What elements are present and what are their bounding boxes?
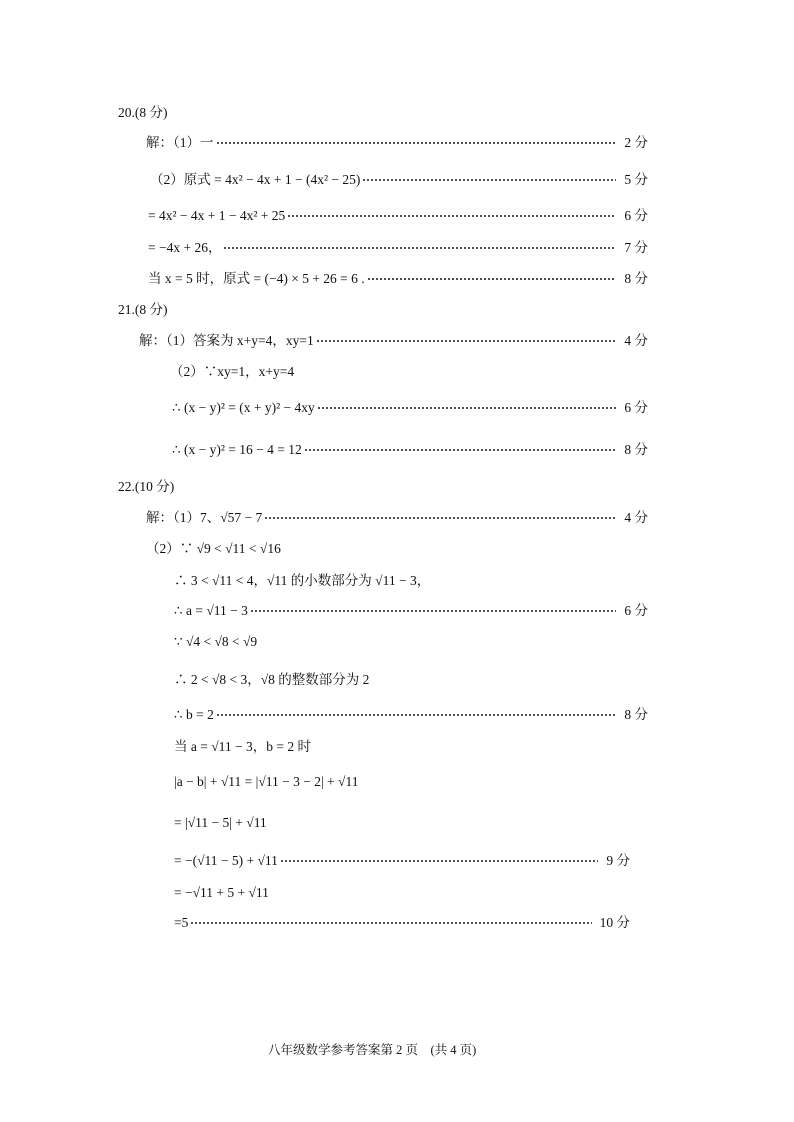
leader-dots xyxy=(216,142,617,144)
answer-text: = −4x + 26， xyxy=(148,240,222,255)
answer-text: 解：（1）答案为 x+y=4，xy=1 xyxy=(139,333,314,348)
answer-text: 解：（1）一 xyxy=(146,135,214,150)
q22-line-1 xyxy=(146,509,648,527)
answer-text: ∴ (x − y)² = (x + y)² − 4xy xyxy=(172,400,315,415)
q22-line-8: 当 a = √11 − 3，b = 2 时 xyxy=(174,739,311,754)
points-label: 6 分 xyxy=(624,400,648,415)
q22-line-5: ∵ √4 < √8 < √9 xyxy=(174,634,258,649)
points-label: 4 分 xyxy=(624,510,648,525)
points-label: 8 分 xyxy=(624,442,648,457)
q22-line-2: （2）∵ √9 < √11 < √16 xyxy=(146,541,281,556)
leader-dots xyxy=(223,247,616,249)
leader-dots xyxy=(190,922,591,924)
points-label: 8 分 xyxy=(624,707,648,722)
leader-dots xyxy=(287,215,616,217)
leader-dots xyxy=(304,449,617,451)
q20-line-5 xyxy=(148,270,648,288)
answer-text: ∴ b = 2 xyxy=(174,707,214,722)
points-label: 2 分 xyxy=(624,135,648,150)
q22-header: 22.(10 分) xyxy=(118,479,175,494)
leader-dots xyxy=(264,517,616,519)
answer-text: ∴ a = √11 − 3 xyxy=(174,603,248,618)
leader-dots xyxy=(280,860,598,862)
q21-header: 21.(8 分) xyxy=(118,302,168,317)
points-label: 7 分 xyxy=(624,240,648,255)
leader-dots xyxy=(362,179,616,181)
q22-line-6: ∴ 2 < √8 < 3，√8 的整数部分为 2 xyxy=(174,672,370,687)
points-label: 10 分 xyxy=(599,915,630,930)
points-label: 9 分 xyxy=(606,853,630,868)
leader-dots xyxy=(216,714,617,716)
answer-text: （2）原式 = 4x² − 4x + 1 − (4x² − 25) xyxy=(150,172,361,187)
q22-line-3: ∴ 3 < √11 < 4，√11 的小数部分为 √11 − 3， xyxy=(174,573,431,588)
leader-dots xyxy=(316,340,617,342)
q21-line-2: （2）∵xy=1，x+y=4 xyxy=(170,364,295,379)
answer-text: 解：（1）7、√57 − 7 xyxy=(146,510,263,525)
leader-dots xyxy=(317,407,617,409)
page-footer: 八年级数学参考答案第 2 页 (共 4 页) xyxy=(268,1043,477,1057)
q21-line-4 xyxy=(172,441,648,459)
leader-dots xyxy=(250,610,617,612)
answer-text: ∴ (x − y)² = 16 − 4 = 12 xyxy=(172,442,302,457)
q20-line-3 xyxy=(148,207,648,225)
answer-text: =5 xyxy=(174,915,189,930)
q22-line-13 xyxy=(174,914,630,932)
q22-line-7 xyxy=(174,706,648,724)
answer-text: = 4x² − 4x + 1 − 4x² + 25 xyxy=(148,208,286,223)
q21-line-3 xyxy=(172,399,648,417)
answer-text: = −(√11 − 5) + √11 xyxy=(174,853,278,868)
points-label: 6 分 xyxy=(624,208,648,223)
q22-line-4 xyxy=(174,602,648,620)
points-label: 8 分 xyxy=(624,271,648,286)
points-label: 5 分 xyxy=(624,172,648,187)
q21-line-1 xyxy=(139,332,648,350)
q20-line-4 xyxy=(148,239,648,257)
points-label: 6 分 xyxy=(624,603,648,618)
q22-line-12: = −√11 + 5 + √11 xyxy=(174,885,269,900)
q20-header: 20.(8 分) xyxy=(118,105,168,120)
q22-line-9: |a − b| + √11 = |√11 − 3 − 2| + √11 xyxy=(174,774,359,789)
q20-line-1 xyxy=(146,134,648,152)
leader-dots xyxy=(367,278,617,280)
q22-line-11 xyxy=(174,852,630,870)
q20-line-2 xyxy=(150,171,648,189)
answer-text: 当 x = 5 时，原式 = (−4) × 5 + 26 = 6 . xyxy=(148,271,365,286)
points-label: 4 分 xyxy=(624,333,648,348)
q22-line-10: = |√11 − 5| + √11 xyxy=(174,815,267,830)
